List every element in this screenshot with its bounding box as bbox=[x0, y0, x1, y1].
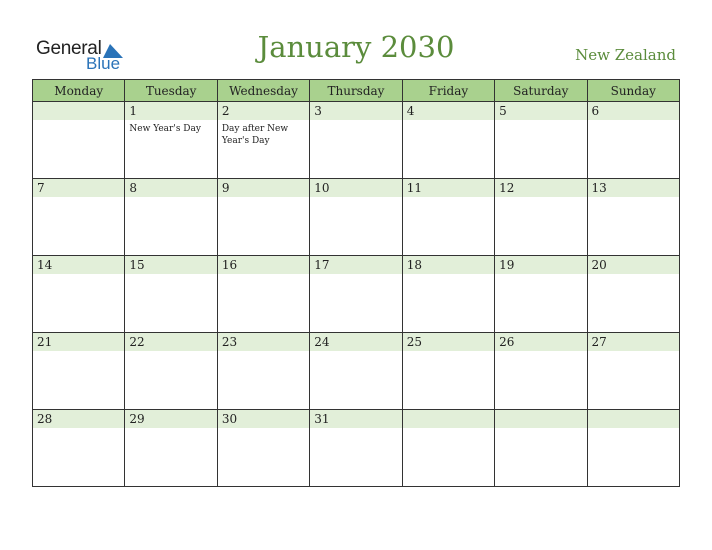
day-number: 15 bbox=[125, 256, 216, 274]
day-cell bbox=[125, 256, 217, 333]
day-cell bbox=[402, 333, 494, 410]
day-cell bbox=[402, 410, 494, 487]
weekday-header: Monday bbox=[33, 80, 125, 102]
day-number: 4 bbox=[403, 102, 494, 120]
day-cell bbox=[495, 333, 587, 410]
day-number bbox=[33, 102, 124, 120]
day-number: 24 bbox=[310, 333, 401, 351]
weekday-header: Wednesday bbox=[217, 80, 309, 102]
day-cell bbox=[587, 333, 679, 410]
weekday-header: Saturday bbox=[495, 80, 587, 102]
day-cell bbox=[217, 256, 309, 333]
weekday-header-row bbox=[33, 80, 680, 102]
day-number: 16 bbox=[218, 256, 309, 274]
day-cell bbox=[495, 179, 587, 256]
week-row bbox=[33, 410, 680, 487]
day-cell bbox=[402, 102, 494, 179]
day-cell bbox=[310, 333, 402, 410]
day-cell bbox=[217, 333, 309, 410]
day-cell bbox=[587, 102, 679, 179]
day-number: 7 bbox=[33, 179, 124, 197]
day-cell bbox=[33, 102, 125, 179]
day-number: 11 bbox=[403, 179, 494, 197]
day-cell bbox=[310, 102, 402, 179]
day-cell bbox=[33, 179, 125, 256]
day-number: 19 bbox=[495, 256, 586, 274]
day-number: 31 bbox=[310, 410, 401, 428]
day-cell bbox=[125, 179, 217, 256]
day-number: 1 bbox=[125, 102, 216, 120]
weekday-header: Sunday bbox=[587, 80, 679, 102]
day-cell bbox=[495, 102, 587, 179]
day-number: 27 bbox=[588, 333, 679, 351]
day-number: 20 bbox=[588, 256, 679, 274]
day-number: 14 bbox=[33, 256, 124, 274]
day-cell bbox=[33, 410, 125, 487]
country-label: New Zealand bbox=[575, 46, 676, 64]
day-number: 18 bbox=[403, 256, 494, 274]
week-row bbox=[33, 179, 680, 256]
weekday-header: Tuesday bbox=[125, 80, 217, 102]
day-cell bbox=[310, 256, 402, 333]
logo-text-blue: Blue bbox=[86, 54, 121, 73]
day-number: 29 bbox=[125, 410, 216, 428]
day-number: 12 bbox=[495, 179, 586, 197]
day-cell bbox=[587, 256, 679, 333]
day-number: 9 bbox=[218, 179, 309, 197]
day-number: 28 bbox=[33, 410, 124, 428]
calendar-grid bbox=[32, 79, 680, 487]
day-number bbox=[403, 410, 494, 428]
day-cell bbox=[587, 410, 679, 487]
day-cell bbox=[33, 333, 125, 410]
day-cell bbox=[587, 179, 679, 256]
holiday-label: New Year's Day bbox=[129, 124, 201, 134]
day-cell bbox=[495, 256, 587, 333]
day-cell bbox=[310, 410, 402, 487]
day-number bbox=[588, 410, 679, 428]
day-number: 6 bbox=[588, 102, 679, 120]
day-number: 3 bbox=[310, 102, 401, 120]
day-cell bbox=[402, 179, 494, 256]
day-number: 23 bbox=[218, 333, 309, 351]
day-cell bbox=[310, 179, 402, 256]
day-cell bbox=[125, 102, 217, 179]
day-number bbox=[495, 410, 586, 428]
day-cell bbox=[217, 102, 309, 179]
day-cell bbox=[33, 256, 125, 333]
day-number: 25 bbox=[403, 333, 494, 351]
day-cell bbox=[495, 410, 587, 487]
week-row bbox=[33, 256, 680, 333]
logo-text-general: General bbox=[36, 38, 102, 59]
day-cell bbox=[217, 179, 309, 256]
day-cell bbox=[402, 256, 494, 333]
weekday-header: Friday bbox=[402, 80, 494, 102]
day-cell bbox=[217, 410, 309, 487]
day-number: 26 bbox=[495, 333, 586, 351]
day-number: 21 bbox=[33, 333, 124, 351]
day-cell bbox=[125, 333, 217, 410]
week-row bbox=[33, 333, 680, 410]
day-number: 13 bbox=[588, 179, 679, 197]
day-number: 17 bbox=[310, 256, 401, 274]
weekday-header: Thursday bbox=[310, 80, 402, 102]
week-row bbox=[33, 102, 680, 179]
day-number: 10 bbox=[310, 179, 401, 197]
page-title: January 2030 bbox=[257, 30, 455, 64]
day-number: 5 bbox=[495, 102, 586, 120]
day-cell bbox=[125, 410, 217, 487]
holiday-label: Day after New Year's Day bbox=[221, 124, 289, 146]
day-number: 2 bbox=[218, 102, 309, 120]
day-number: 8 bbox=[125, 179, 216, 197]
day-number: 30 bbox=[218, 410, 309, 428]
day-number: 22 bbox=[125, 333, 216, 351]
